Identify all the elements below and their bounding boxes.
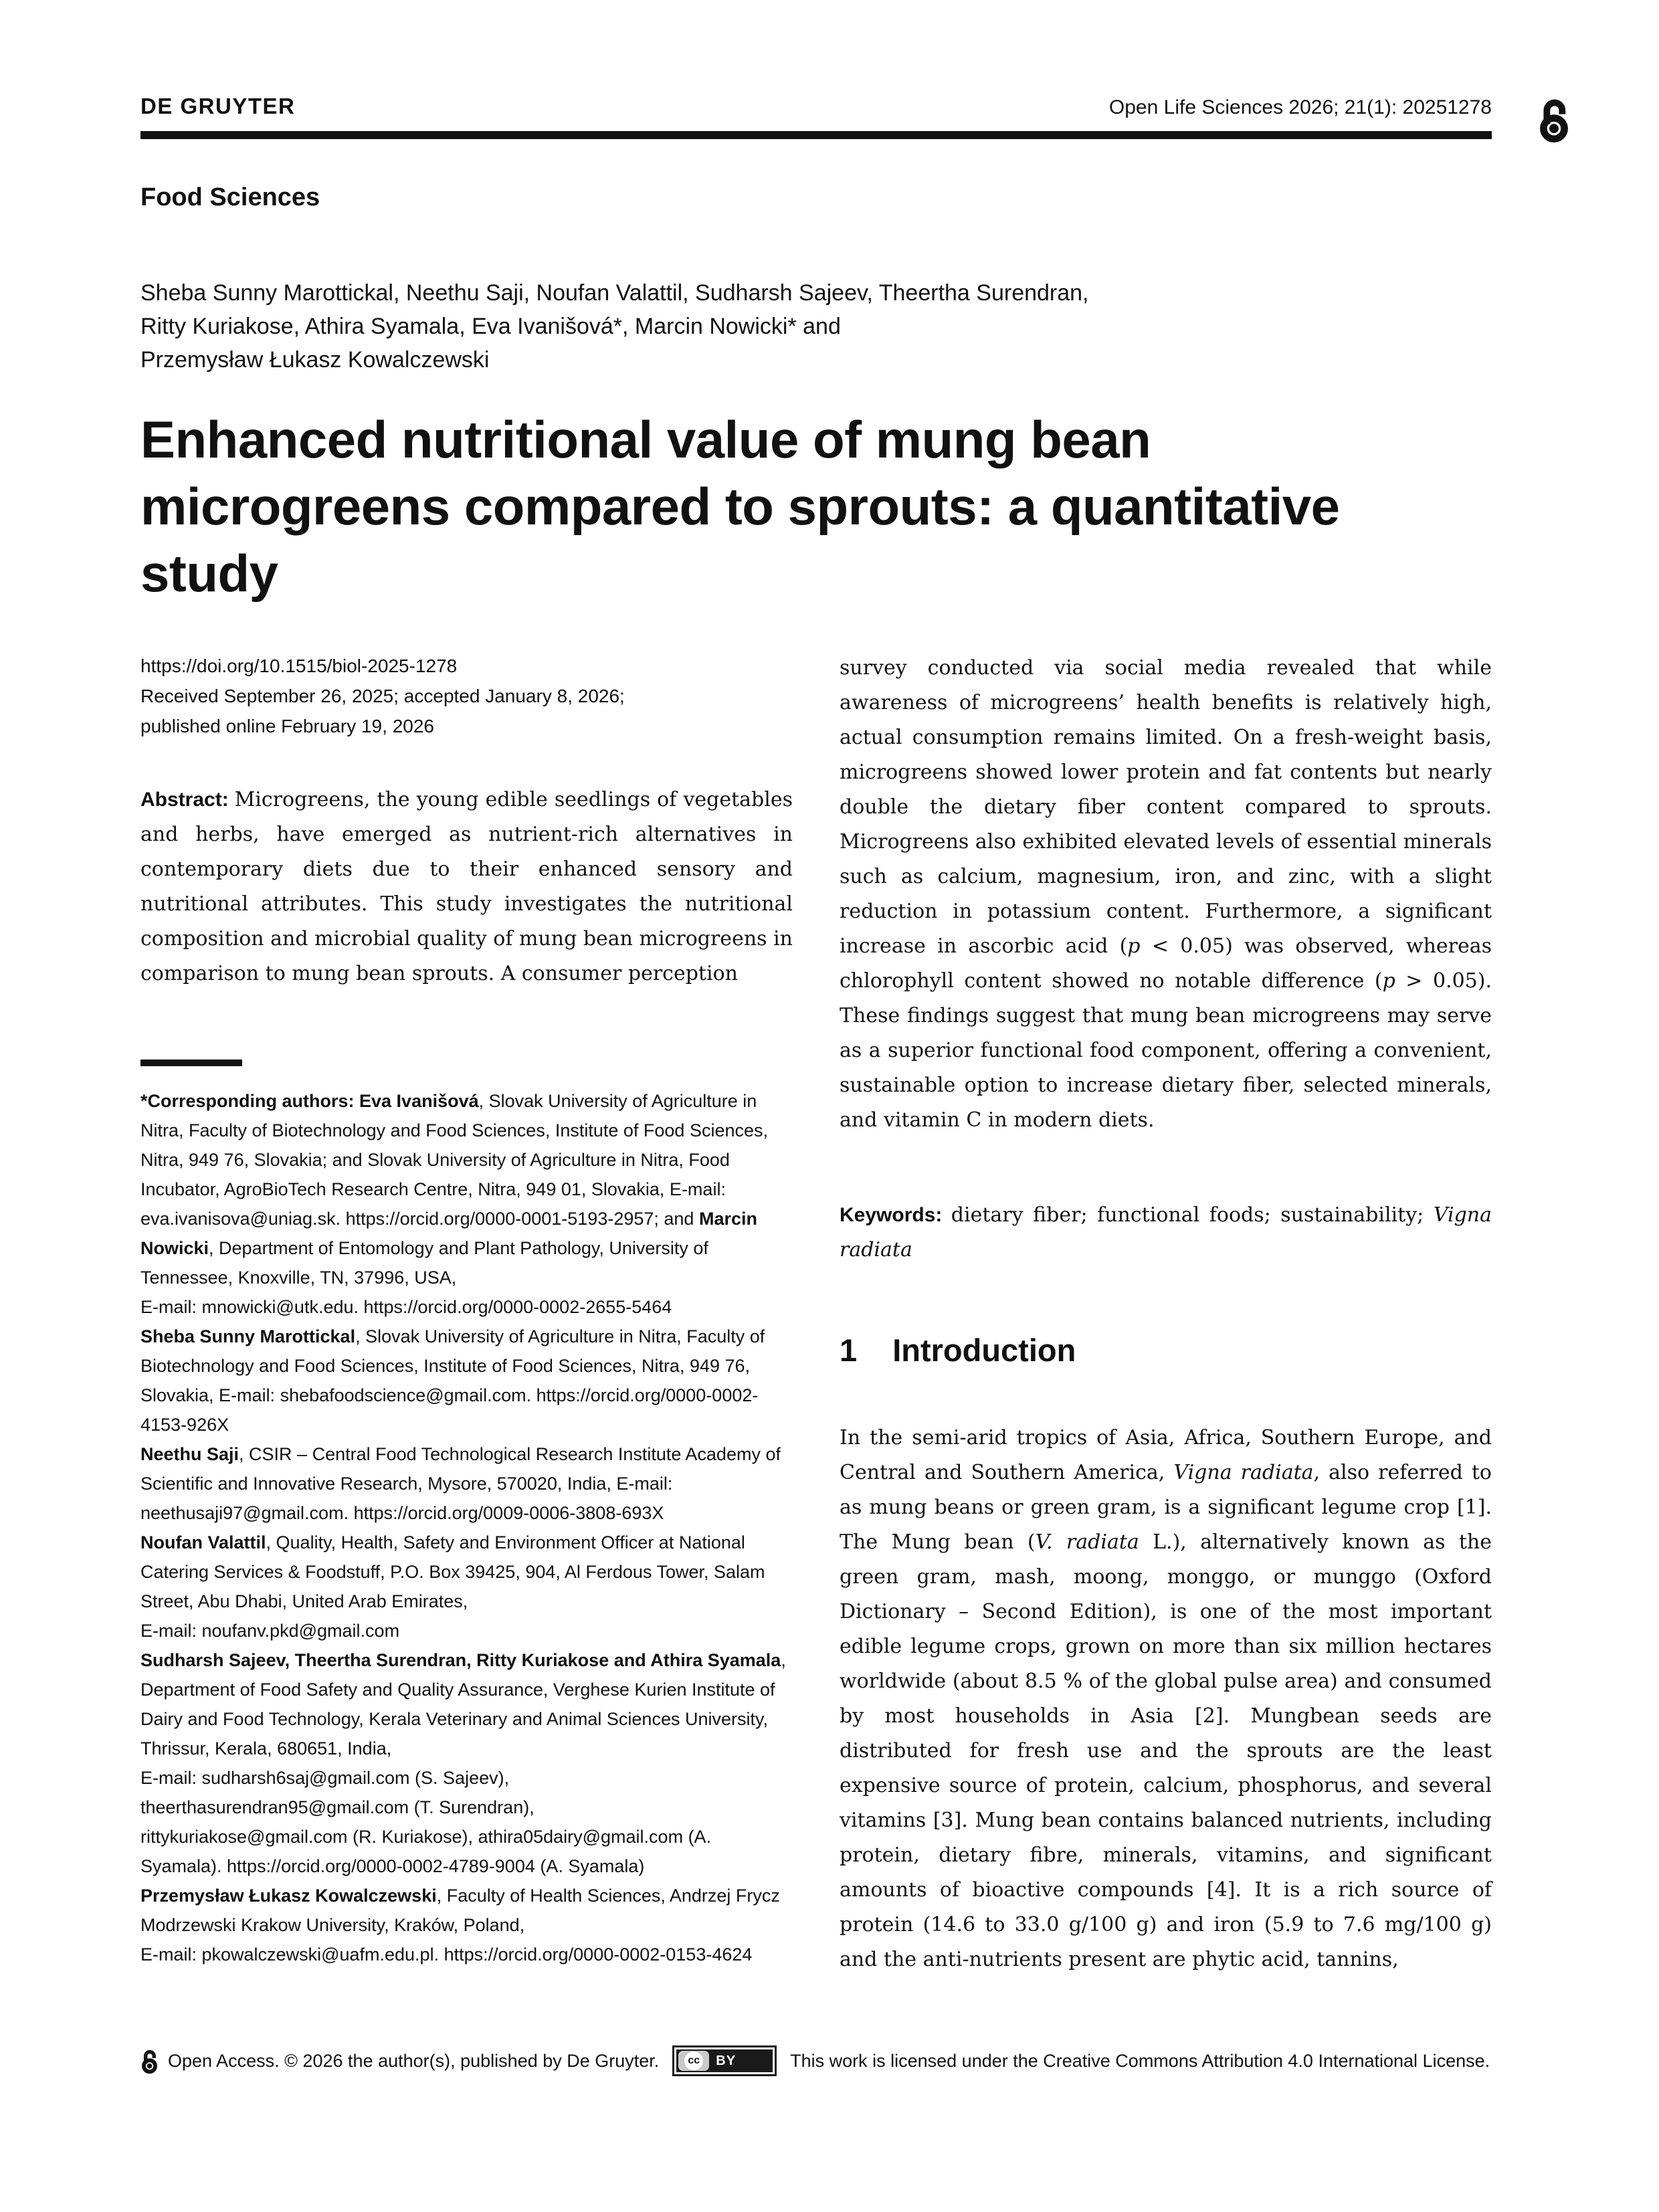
doi-link[interactable]: https://doi.org/10.1515/biol-2025-1278	[140, 656, 458, 676]
page-header	[140, 94, 1492, 119]
page-footer	[140, 2045, 1571, 2076]
introduction-heading	[840, 1332, 1492, 1369]
received-accepted-dates: Received September 26, 2025; accepted January 8, 2026;	[140, 686, 625, 706]
section-title: Introduction	[892, 1332, 1076, 1368]
author-affiliations-footnote	[140, 1086, 793, 1969]
authors-line: Ritty Kuriakose, Athira Syamala, Eva Ivanišová*, Marcin Nowicki* and	[140, 314, 841, 339]
footnote-block: E-mail: pkowalczewski@uafm.edu.pl. https://orcid.org/0000-0002-0153-4624	[140, 1944, 753, 1965]
footnote-rule	[140, 1060, 242, 1066]
footnote-block: theerthasurendran95@gmail.com (T. Surendran),	[140, 1797, 534, 1817]
footnote-block: rittykuriakose@gmail.com (R. Kuriakose), athira05dairy@gmail.com (A. Syamala). https://orcid.org/0000-0002-4789-9004 (A. Syamala)	[140, 1827, 712, 1876]
footnote-block: Przemysław Łukasz Kowalczewski, Faculty of Health Sciences, Andrzej Frycz Modrzewski Krakow University, Kraków, Poland,	[140, 1886, 780, 1935]
authors-list	[140, 276, 1492, 377]
creative-commons-icon: cc	[678, 2051, 709, 2071]
article-title	[140, 406, 1492, 607]
left-column	[140, 651, 793, 1977]
footnote-block: E-mail: noufanv.pkd@gmail.com	[140, 1621, 400, 1641]
footnote-block: E-mail: mnowicki@utk.edu. https://orcid.org/0000-0002-2655-5464	[140, 1297, 672, 1317]
open-access-statement: Open Access. © 2026 the author(s), published by De Gruyter.	[168, 2050, 660, 2071]
two-column-body	[140, 651, 1492, 1977]
footnote-block: Noufan Valattil, Quality, Health, Safety and Environment Officer at National Catering Services & Foodstuff, P.O. Box 39425, 904, Al Ferdous Tower, Salam Street, Abu Dhabi, United Arab Emirates,	[140, 1532, 765, 1611]
footnote-block: E-mail: sudharsh6saj@gmail.com (S. Sajeev),	[140, 1768, 510, 1788]
published-online-date: published online February 19, 2026	[140, 716, 434, 736]
introduction-paragraph: In the semi-arid tropics of Asia, Africa, Southern Europe, and Central and Southern America, Vigna radiata, also referred to as mung beans or green gram, is a significant legume crop [1]. The Mung bean (V. radiata L.), alternatively known as the green gram, mash, moong, monggo, or munggo (Oxford Dictionary – Second Edition), is one of the most important edible legume crops, grown on more than six million hectares worldwide (about 8.5 % of the global pulse area) and consumed by most households in Asia [2]. Mungbean seeds are distributed for fresh use and the sprouts are the least expensive source of protein, calcium, phosphorus, and several vitamins [3]. Mung bean contains balanced nutrients, including protein, dietary fibre, minerals, vitamins, and significant amounts of bioactive compounds [4]. It is a rich source of protein (14.6 to 33.0 g/100 g) and iron (5.9 to 7.6 mg/100 g) and the anti-nutrients present are phytic acid, tannins,	[840, 1426, 1492, 1971]
cc-by-badge	[672, 2045, 777, 2076]
license-statement: This work is licensed under the Creative Commons Attribution 4.0 International License.	[790, 2050, 1490, 2071]
article-title-line: study	[140, 544, 278, 603]
abstract-continued-paragraph: survey conducted via social media revealed that while awareness of microgreens’ health benefits is relatively high, actual consumption remains limited. On a fresh-weight basis, microgreens showed lower protein and fat contents but nearly double the dietary fiber content compared to sprouts. Microgreens also exhibited elevated levels of essential minerals such as calcium, magnesium, iron, and zinc, with a slight reduction in potassium content. Furthermore, a significant increase in ascorbic acid (p < 0.05) was observed, whereas chlorophyll content showed no notable difference (p > 0.05). These findings suggest that mung bean microgreens may serve as a superior functional food component, offering a convenient, sustainable option to increase dietary fiber, selected minerals, and vitamin C in modern diets.	[840, 656, 1492, 1132]
journal-citation: Open Life Sciences 2026; 21(1): 20251278	[1108, 96, 1492, 118]
article-title-line: microgreens compared to sprouts: a quantitative	[140, 477, 1340, 536]
abstract-paragraph: Abstract: Microgreens, the young edible seedlings of vegetables and herbs, have emerged as nutrient-rich alternatives in contemporary diets due to their enhanced sensory and nutritional attributes. This study investigates the nutritional composition and microbial quality of mung bean microgreens in comparison to mung bean sprouts. A consumer perception	[140, 788, 793, 985]
footnote-block: *Corresponding authors: Eva Ivanišová, Slovak University of Agriculture in Nitra, Faculty of Biotechnology and Food Sciences, Institute of Food Sciences, Nitra, 949 76, Slovakia; and Slovak University of Agriculture in Nitra, Food Incubator, AgroBioTech Research Centre, Nitra, 949 01, Slovakia, E-mail: eva.ivanisova@uniag.sk. https://orcid.org/0000-0001-5193-2957; and Marcin Nowicki, Department of Entomology and Plant Pathology, University of Tennessee, Knoxville, TN, 37996, USA,	[140, 1091, 768, 1288]
subject-section-label: Food Sciences	[140, 183, 320, 211]
open-access-icon	[1537, 92, 1571, 147]
footnote-block: Neethu Saji, CSIR – Central Food Technological Research Institute Academy of Scientific and Innovative Research, Mysore, 570020, India, E-mail: neethusaji97@gmail.com. https://orcid.org/0009-0006-3808-693X	[140, 1444, 781, 1523]
footnote-block: Sudharsh Sajeev, Theertha Surendran, Ritty Kuriakose and Athira Syamala, Department of Food Safety and Quality Assurance, Verghese Kurien Institute of Dairy and Food Technology, Kerala Veterinary and Animal Sciences University, Thrissur, Kerala, 680651, India,	[140, 1650, 786, 1758]
article-title-line: Enhanced nutritional value of mung bean	[140, 410, 1151, 469]
authors-line: Przemysław Łukasz Kowalczewski	[140, 347, 490, 373]
right-column	[840, 651, 1492, 1977]
publisher-wordmark: DE GRUYTER	[140, 94, 296, 118]
cc-by-label: BY	[716, 2053, 737, 2068]
footnote-block: Sheba Sunny Marottickal, Slovak University of Agriculture in Nitra, Faculty of Biotechnology and Food Sciences, Institute of Food Sciences, Nitra, 949 76, Slovakia, E-mail: shebafoodscience@gmail.com. https://orcid.org/0000-0002-4153-926X	[140, 1326, 765, 1435]
section-number: 1	[840, 1332, 858, 1368]
keywords-line: Keywords: dietary fiber; functional foods; sustainability; Vigna radiata	[840, 1203, 1492, 1262]
authors-line: Sheba Sunny Marottickal, Neethu Saji, Noufan Valattil, Sudharsh Sajeev, Theertha Surendran,	[140, 280, 1089, 306]
open-access-icon	[140, 2046, 159, 2076]
header-rule	[140, 131, 1492, 139]
article-meta	[140, 651, 793, 741]
